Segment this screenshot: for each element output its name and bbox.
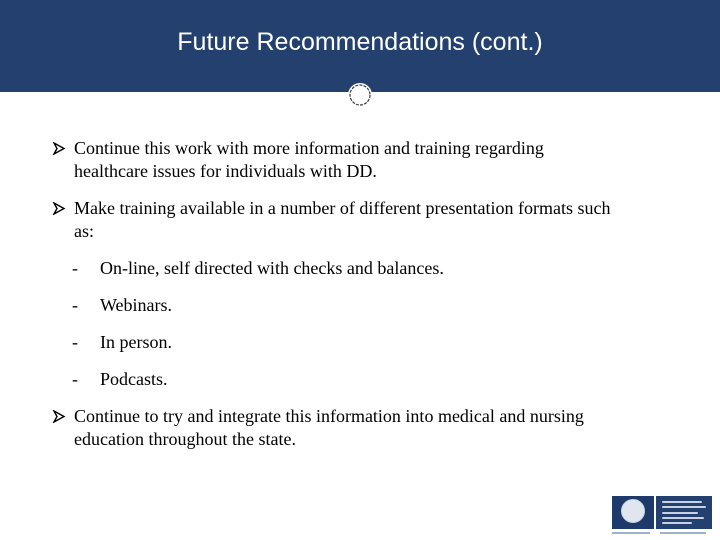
dash-marker: - — [72, 369, 78, 389]
sub-item-text: Webinars. — [100, 295, 173, 315]
bullet-text: Make training available in a number of different presentation formats such as: — [74, 198, 611, 241]
sub-item-text: Podcasts. — [100, 369, 168, 389]
bullet-item — [52, 405, 612, 451]
logo-text-block — [656, 496, 712, 529]
department-logo — [612, 496, 712, 536]
dash-marker: - — [72, 258, 78, 278]
state-seal-icon — [612, 496, 654, 529]
slide-title: Future Recommendations (cont.) — [177, 28, 543, 56]
bullet-text: Continue to try and integrate this information into medical and nursing education throughout the state. — [74, 406, 584, 449]
arrow-bullet-icon — [52, 142, 66, 155]
sub-list-item — [52, 331, 612, 354]
sub-list-item — [52, 294, 612, 317]
sub-list-item — [52, 368, 612, 391]
dash-marker: - — [72, 295, 78, 315]
ring-icon — [347, 82, 373, 108]
bullet-item — [52, 197, 612, 243]
sub-item-text: On-line, self directed with checks and balances. — [100, 258, 444, 278]
header-bar — [0, 0, 720, 92]
dash-marker: - — [72, 332, 78, 352]
sub-item-text: In person. — [100, 332, 172, 352]
arrow-bullet-icon — [52, 410, 66, 423]
arrow-bullet-icon — [52, 202, 66, 215]
bullet-text: Continue this work with more information and training regarding healthcare issues for individuals with DD. — [74, 138, 544, 181]
slide-body — [52, 137, 612, 465]
sub-list-item — [52, 257, 612, 280]
bullet-item — [52, 137, 612, 183]
